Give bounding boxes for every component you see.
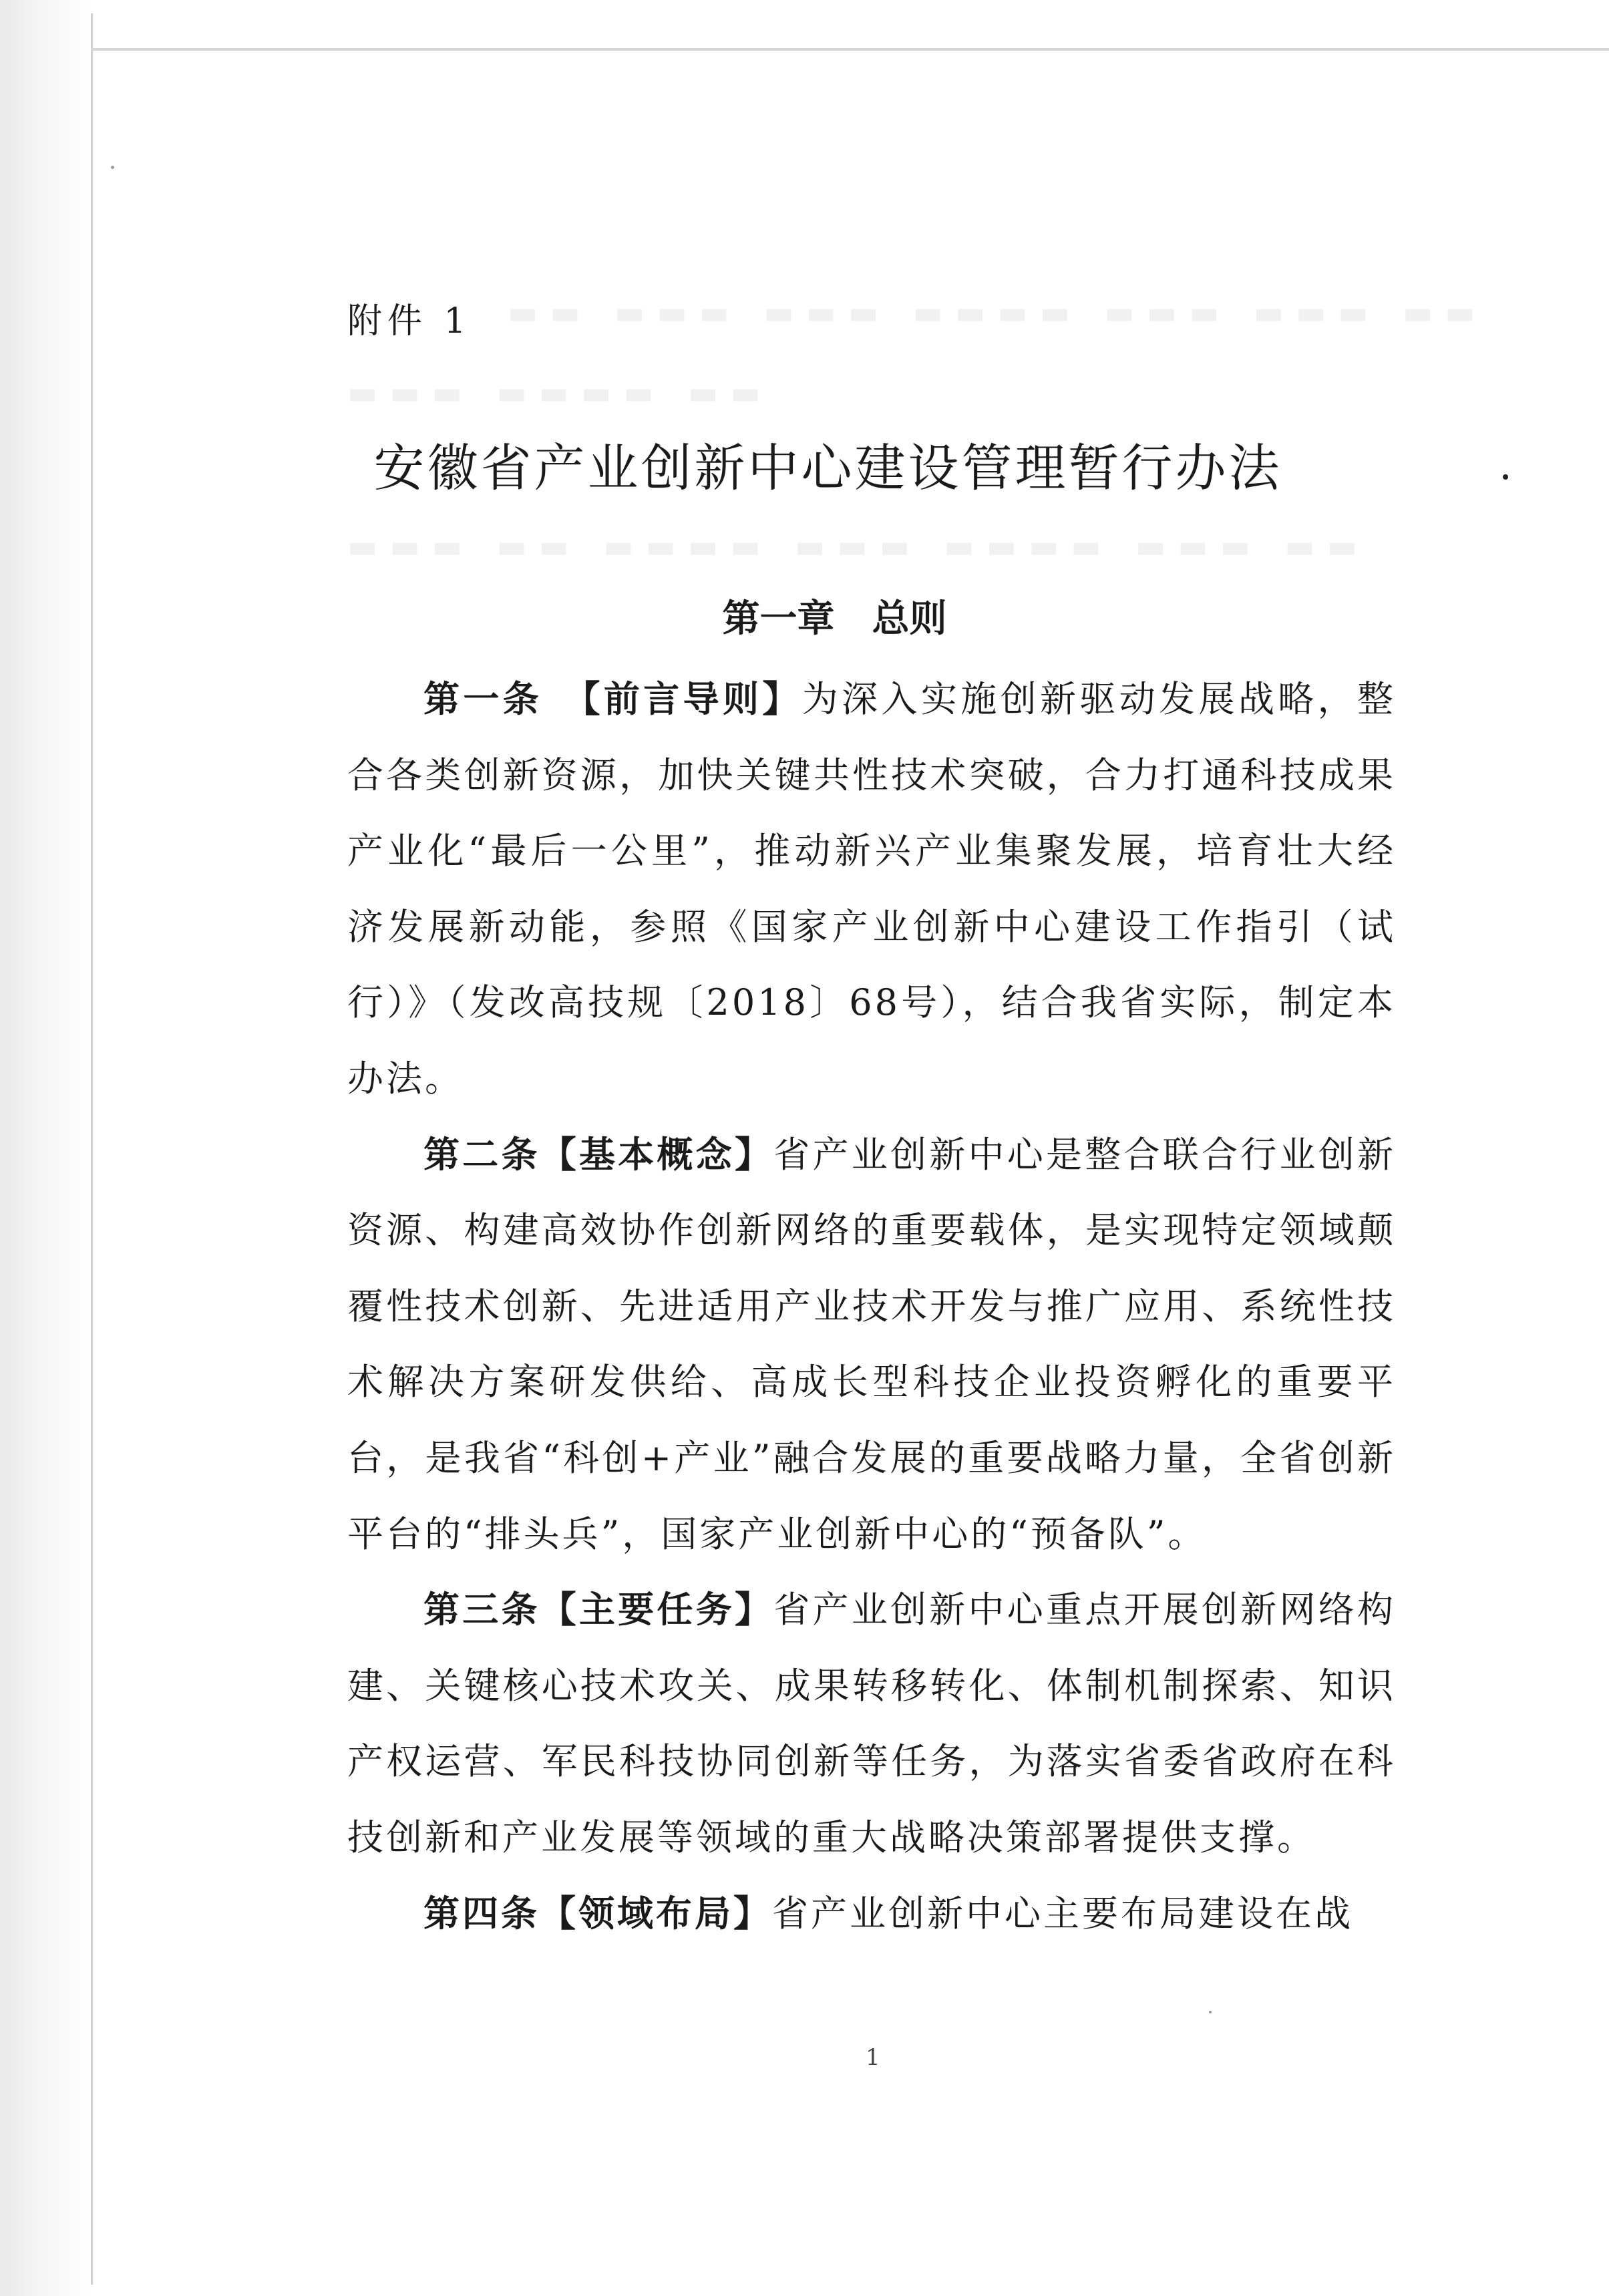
page-number: 1 bbox=[866, 2044, 880, 2071]
article-3-text: 省产业创新中心重点开展创新网络构建、关键核心技术攻关、成果转移转化、体制机制探索、知识产权运营、军民科技协同创新等任务，为落实省委省政府在科技创新和产业发展等领域的重大战略决策部署提供支撑。 bbox=[347, 1589, 1396, 1858]
article-3-head: 第三条【主要任务】 bbox=[423, 1589, 774, 1631]
scan-speck bbox=[1209, 2011, 1212, 2013]
scan-page-edge-top bbox=[91, 48, 1609, 51]
attachment-label: 附件 1 bbox=[347, 301, 472, 341]
article-1-text: 为深入实施创新驱动发展战略，整合各类创新资源，加快关键共性技术突破，合力打通科技成果产业化“最后一公里”，推动新兴产业集聚发展，培育壮大经济发展新动能，参照《国家产业创新中心建设工作指引（试行）》（发改高技规〔2018〕68号），结合我省实际，制定本办法。 bbox=[347, 678, 1396, 1100]
scan-page-edge-left bbox=[91, 13, 93, 2285]
article-4-text: 省产业创新中心主要布局建设在战 bbox=[772, 1892, 1353, 1935]
bleed-through-text: ▬▬▬ ▬▬ ▬▬▬▬ ▬▬▬ ▬▬▬▬ ▬▬▬ ▬▬ bbox=[347, 528, 1369, 565]
article-4-head: 第四条【领域布局】 bbox=[423, 1892, 772, 1935]
article-1-head: 第一条 【前言导则】 bbox=[423, 678, 802, 720]
chapter-heading: 第一章 总则 bbox=[722, 597, 947, 641]
article-4 bbox=[347, 1876, 1396, 1952]
scan-speck bbox=[1503, 474, 1508, 480]
article-1 bbox=[347, 661, 1396, 1117]
bleed-through-text: ▬▬ ▬▬▬ ▬▬▬ ▬▬▬▬ ▬▬▬ ▬▬▬ ▬▬ bbox=[508, 294, 1487, 331]
article-3 bbox=[347, 1572, 1396, 1875]
bleed-through-text: ▬▬▬ ▬▬▬▬ ▬▬ bbox=[347, 374, 773, 412]
article-2-head: 第二条【基本概念】 bbox=[423, 1133, 774, 1176]
scan-shadow-left bbox=[0, 0, 94, 2296]
document-body bbox=[347, 661, 1396, 1951]
article-2-text: 省产业创新中心是整合联合行业创新资源、构建高效协作创新网络的重要载体，是实现特定领域颠覆性技术创新、先进适用产业技术开发与推广应用、系统性技术解决方案研发供给、高成长型科技企业投资孵化的重要平台，是我省“科创+产业”融合发展的重要战略力量，全省创新平台的“排头兵”，国家产业创新中心的“预备队”。 bbox=[347, 1133, 1396, 1555]
document-title: 安徽省产业创新中心建设管理暂行办法 bbox=[373, 438, 1282, 498]
article-2 bbox=[347, 1117, 1396, 1573]
scan-speck bbox=[111, 166, 114, 169]
